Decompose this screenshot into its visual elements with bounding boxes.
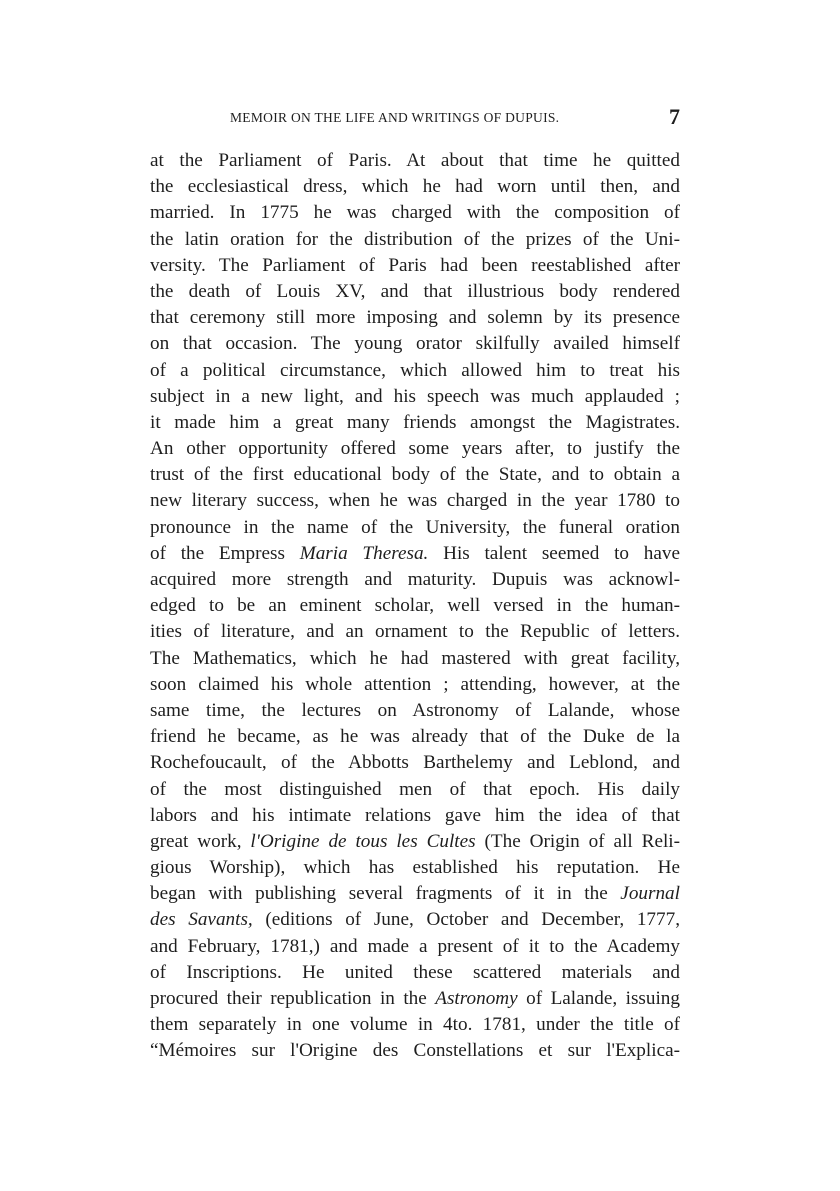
text-segment: (editions of June, October and December, 1777, [252,909,680,931]
text-line: Rochefoucault, of the Abbotts Barthelemy and Leblond, and [150,752,680,774]
text-line: trust of the first educational body of the State, and to obtain a [150,464,680,486]
text-line: pronounce in the name of the University, the funeral oration [150,516,680,538]
text-segment: procured their republication in the [150,988,436,1009]
text-line: at the Parliament of Paris. At about that time he quitted [150,150,680,171]
italic-title: Journal [620,883,680,905]
text-line: of the most distinguished men of that epoch. His daily [150,778,680,800]
text-line: “Mémoires sur l'Origine des Constellations et sur l'Explica- [150,1040,680,1062]
text-line: acquired more strength and maturity. Dupuis was acknowl- [150,569,680,590]
text-line [150,986,680,1012]
text-line: friend he became, as he was already that of the Duke de la [150,726,680,748]
text-segment: (The Origin of all Reli- [475,830,680,852]
text-line: married. In 1775 he was charged with the composition of [150,202,680,224]
text-line: and February, 1781,) and made a present of it to the Academy [150,935,680,957]
text-line: the death of Louis XV, and that illustrious body rendered [150,280,680,302]
text-line: An other opportunity offered some years after, to justify the [150,438,680,460]
italic-title: des Savants, [150,909,253,931]
text-segment: His talent seemed to have [428,542,680,564]
page-number: 7 [669,104,680,129]
text-line: same time, the lectures on Astronomy of Lalande, whose [150,699,680,721]
text-line: ities of literature, and an ornament to the Republic of letters. [150,621,680,643]
text-line [150,541,680,567]
italic-title: Astronomy [435,988,518,1009]
text-line: the ecclesiastical dress, which he had worn until then, and [150,176,680,198]
running-head [150,106,680,130]
text-line [150,829,680,855]
text-line: on that occasion. The young orator skilfully availed himself [150,333,680,355]
italic-title: Maria Theresa. [299,542,429,564]
text-line: it made him a great many friends amongst the Magistrates. [150,411,680,433]
text-line: labors and his intimate relations gave him the idea of that [150,804,680,826]
text-line: that ceremony still more imposing and solemn by its presence [150,307,680,329]
text-line: them separately in one volume in 4to. 1781, under the title of [150,1014,680,1036]
text-segment: began with publishing several fragments of it in the [150,883,621,905]
text-segment: of Lalande, issuing [517,988,680,1009]
text-line: of Inscriptions. He united these scattered materials and [150,961,680,983]
text-line: versity. The Parliament of Paris had been reestablished after [150,254,680,276]
running-title: MEMOIR ON THE LIFE AND WRITINGS OF DUPUIS. [230,110,560,125]
text-line: of a political circumstance, which allowed him to treat his [150,359,680,381]
text-line: subject in a new light, and his speech was much applauded ; [150,385,680,407]
text-line: The Mathematics, which he had mastered with great facility, [150,647,680,669]
text-segment: of the Empress [150,542,300,564]
text-line: the latin oration for the distribution of the prizes of the Uni- [150,228,680,250]
text-line: gious Worship), which has established his reputation. He [150,857,680,879]
text-line: edged to be an eminent scholar, well versed in the human- [150,595,680,617]
text-segment: great work, [150,830,251,852]
body-paragraph [150,148,680,1065]
italic-title: l'Origine de tous les Cultes [250,830,476,852]
text-line [150,881,680,907]
text-line: soon claimed his whole attention ; attending, however, at the [150,673,680,695]
text-line [150,907,680,933]
text-line: new literary success, when he was charged in the year 1780 to [150,490,680,512]
